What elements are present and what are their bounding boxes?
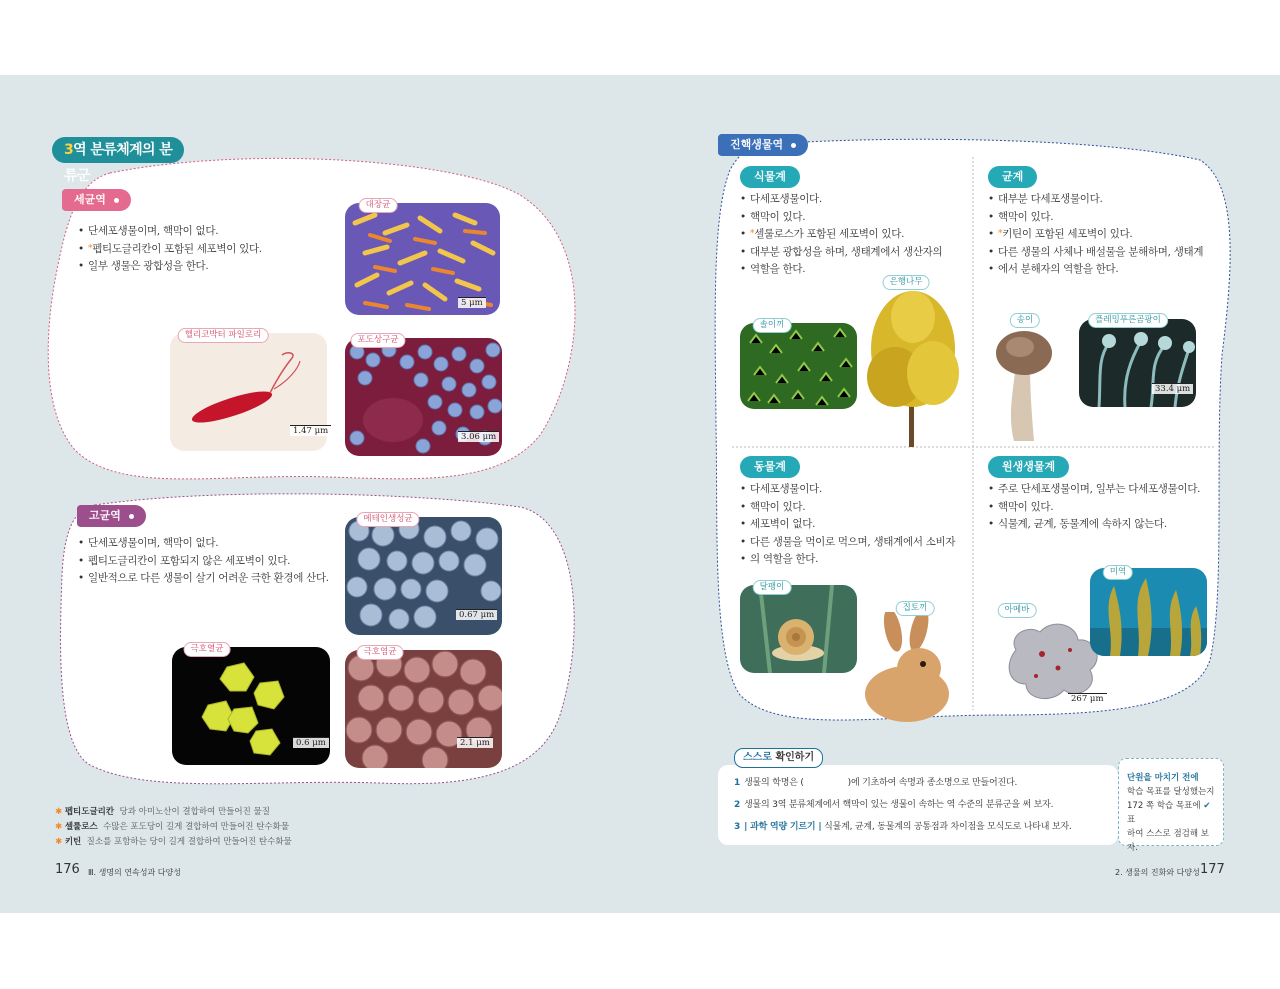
plants-bullets	[740, 191, 970, 279]
bullet: • 핵막이 있다.	[740, 499, 970, 517]
protists-tag: 원생생물계	[988, 456, 1069, 478]
footnote-star-icon: *	[998, 229, 1003, 239]
photo-label: 극호열균	[184, 642, 231, 657]
page-number-right: 177	[1200, 862, 1225, 877]
scale-bar: 267 μm	[1068, 693, 1107, 704]
snail-photo	[740, 585, 857, 673]
scale-bar: 3.06 μm	[458, 431, 499, 442]
ginkgo-image	[855, 287, 970, 447]
star-icon: ✱	[55, 807, 63, 817]
bullet: • 일반적으로 다른 생물이 살기 어려운 극한 환경에 산다.	[78, 570, 348, 588]
rabbit-image	[857, 612, 955, 724]
photo-label: 극호염균	[357, 645, 404, 660]
scale-bar: 2.1 μm	[457, 737, 493, 748]
bullet: • 핵막이 있다.	[988, 209, 1220, 227]
bullet: • 단세포생물이며, 핵막이 없다.	[78, 223, 348, 241]
page-title-right: 2. 생물의 진화와 다양성	[1115, 868, 1200, 877]
songi-image	[994, 327, 1056, 445]
bullet: • 핵막이 있다.	[740, 209, 970, 227]
photo-label: 포도상구균	[350, 333, 405, 348]
fungi-bullets	[988, 191, 1220, 279]
bullet: • 단세포생물이며, 핵막이 없다.	[78, 535, 348, 553]
textbook-spread	[0, 75, 1280, 913]
star-icon: ✱	[55, 822, 63, 832]
plants-tag: 식물계	[740, 166, 800, 188]
photo-label: 달팽이	[753, 580, 792, 595]
note-title: 단원을 마치기 전에	[1127, 773, 1199, 783]
photo-label: 아메바	[998, 603, 1037, 618]
halophile-image	[345, 650, 502, 768]
tag-dot-icon	[791, 143, 796, 148]
photo-label: 솔이끼	[753, 318, 792, 333]
scale-bar: 33.4 μm	[1152, 383, 1193, 394]
eukarya-tag-label: 진핵생물역	[730, 138, 784, 151]
page-title-left: Ⅲ. 생명의 연속성과 다양성	[88, 868, 181, 877]
seaweed-image	[1090, 568, 1207, 656]
photo-label: 메테인생성균	[356, 512, 419, 527]
protists-bullets	[988, 481, 1220, 534]
photo-label: 미역	[1103, 565, 1133, 580]
songi-photo	[994, 327, 1056, 445]
self-check-title: 스스로 확인하기	[734, 748, 823, 768]
bullet: • *셀룰로스가 포함된 세포벽이 있다.	[740, 226, 970, 244]
question-2: 2 생물의 3역 분류체계에서 핵막이 있는 생물이 속하는 역 수준의 분류군을 써 보자.	[734, 800, 1054, 810]
scale-bar: 1.47 μm	[290, 425, 331, 436]
bullet: • 대부분 다세포생물이다.	[988, 191, 1220, 209]
section-number: 3	[64, 142, 74, 158]
snail-image	[740, 585, 857, 673]
moss-image	[740, 323, 857, 409]
animals-tag: 동물계	[740, 456, 800, 478]
tag-dot-icon	[129, 514, 134, 519]
bacteria-tag	[62, 189, 131, 211]
bacteria-bullets	[78, 223, 348, 276]
scale-bar: 0.6 μm	[293, 737, 329, 748]
photo-label: 대장균	[359, 198, 398, 213]
photo-label: 은행나무	[883, 275, 930, 290]
fungi-tag: 균계	[988, 166, 1037, 188]
bullet: • 다른 생물을 먹이로 먹으며, 생태계에서 소비자	[740, 534, 970, 552]
bullet: • 대부분 광합성을 하며, 생태계에서 생산자의	[740, 244, 970, 262]
archaea-tag-label: 고균역	[89, 509, 121, 522]
bullet: • 식물계, 균계, 동물계에 속하지 않는다.	[988, 516, 1220, 534]
star-icon: ✱	[55, 837, 63, 847]
bullet-continuation: • 에서 분해자의 역할을 한다.	[988, 261, 1220, 279]
bullet: • 펩티도글리칸이 포함되지 않은 세포벽이 있다.	[78, 553, 348, 571]
photo-label: 집토끼	[896, 601, 935, 616]
check-icon: ✔	[1203, 801, 1211, 811]
bullet: • 다른 생물의 사체나 배설물을 분해하며, 생태계	[988, 244, 1220, 262]
question-1: 1 생물의 학명은 ( )에 기초하여 속명과 종소명으로 만들어진다.	[734, 778, 1018, 788]
archaea-tag	[77, 505, 146, 527]
section-title	[52, 137, 184, 184]
bullet: • *키틴이 포함된 세포벽이 있다.	[988, 226, 1220, 244]
scale-bar: 0.67 μm	[456, 609, 497, 620]
photo-label: 헬리코박터 파일로리	[178, 328, 269, 343]
footnote-star-icon: *	[750, 229, 755, 239]
bacteria-tag-label: 세균역	[74, 193, 106, 206]
footnote: ✱ 펩티도글리칸 당과 아미노산이 결합하여 만들어진 물질	[55, 807, 270, 817]
ginkgo-photo	[855, 287, 970, 447]
photo-label: 플레밍푸른곰팡이	[1088, 313, 1168, 328]
footnote: ✱ 셀룰로스 수많은 포도당이 길게 결합하여 만들어진 탄수화물	[55, 822, 290, 832]
bullet: • 다세포생물이다.	[740, 191, 970, 209]
tag-dot-icon	[114, 198, 119, 203]
footnote-star-icon: *	[88, 243, 93, 254]
bullet: • 핵막이 있다.	[988, 499, 1220, 517]
bullet: • 일부 생물은 광합성을 한다.	[78, 258, 348, 276]
question-3: 3 | 과학 역량 기르기 | 식물계, 균계, 동물계의 공통점과 차이점을 모식도로 나타내 보자.	[734, 822, 1072, 832]
scale-bar: 5 μm	[458, 297, 486, 308]
archaea-bullets	[78, 535, 348, 588]
footnotes	[55, 805, 292, 850]
bullet: • 주로 단세포생물이며, 일부는 다세포생물이다.	[988, 481, 1220, 499]
halophile-photo	[345, 650, 502, 768]
photo-label: 송이	[1010, 313, 1040, 328]
bullet-continuation: • 의 역할을 한다.	[740, 551, 970, 569]
bullet: • 다세포생물이다.	[740, 481, 970, 499]
bullet: • *펩티도글리칸이 포함된 세포벽이 있다.	[78, 241, 348, 259]
bullet: • 세포벽이 없다.	[740, 516, 970, 534]
rabbit-photo	[857, 612, 955, 724]
moss-photo	[740, 323, 857, 409]
page-number-left: 176	[55, 862, 80, 877]
chapter-review-note: 단원을 마치기 전에 학습 목표를 달성했는지 172 쪽 학습 목표에 ✔ 표 하여 스스로 점검해 보자.	[1118, 758, 1224, 846]
footnote: ✱ 키틴 질소를 포함하는 당이 길게 결합하여 만들어진 탄수화물	[55, 837, 292, 847]
section-title-text: 역 분류체계의 분류군	[64, 142, 173, 184]
bullet-continuation: • 역할을 한다.	[740, 261, 970, 279]
eukarya-tag	[718, 134, 808, 156]
animals-bullets	[740, 481, 970, 569]
seaweed-photo	[1090, 568, 1207, 656]
